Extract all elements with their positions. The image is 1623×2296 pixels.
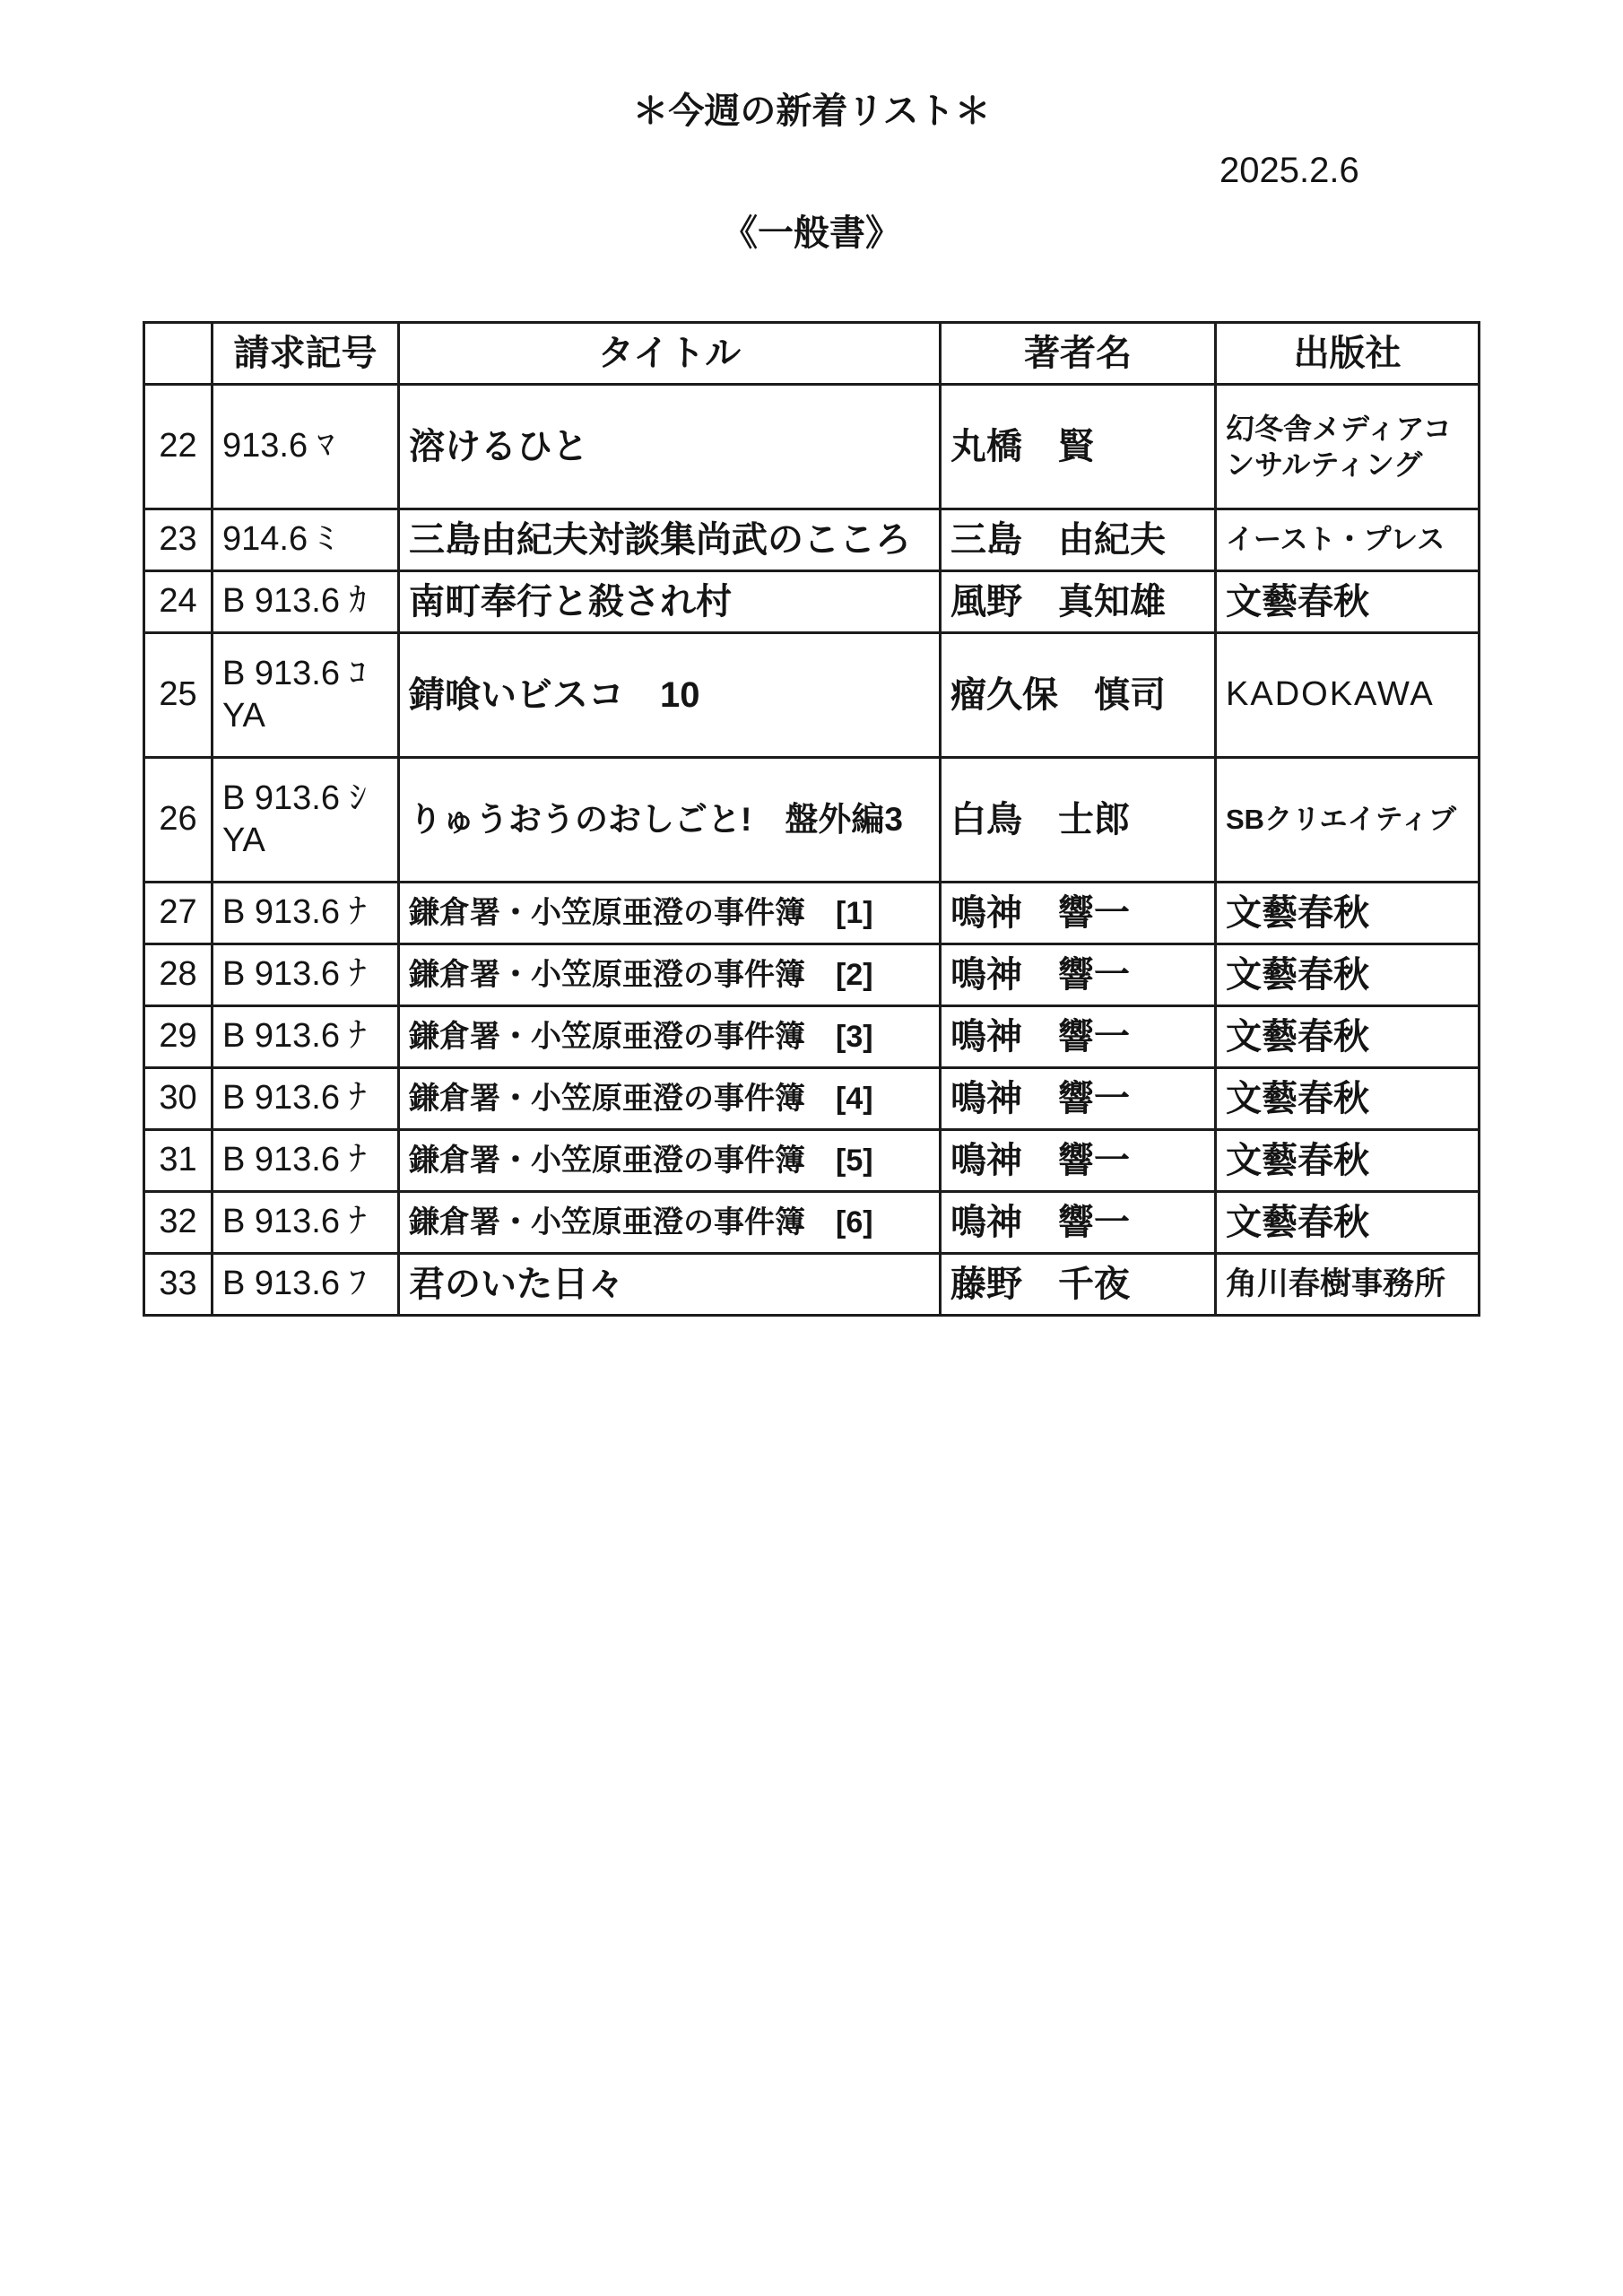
book-title: 鎌倉署・小笠原亜澄の事件簿 [3] (399, 1006, 941, 1068)
book-title: 鎌倉署・小笠原亜澄の事件簿 [6] (399, 1192, 941, 1254)
publisher-name: 幻冬舎メディアコンサルティング (1216, 385, 1480, 509)
call-number: B 913.6 ﾌ (213, 1254, 399, 1316)
call-number: B 913.6 ﾅ (213, 1130, 399, 1192)
publisher-name: SBクリエイティブ (1216, 758, 1480, 883)
book-title: 鎌倉署・小笠原亜澄の事件簿 [4] (399, 1068, 941, 1130)
author-name: 鳴神 響一 (941, 1130, 1216, 1192)
row-number: 30 (144, 1068, 213, 1130)
header-no (144, 323, 213, 385)
table-row (144, 944, 1480, 1006)
row-number: 25 (144, 633, 213, 758)
call-number: B 913.6 ｺ YA (213, 633, 399, 758)
call-number: B 913.6 ｼ YA (213, 758, 399, 883)
row-number: 24 (144, 571, 213, 633)
publisher-name: 文藝春秋 (1216, 1130, 1480, 1192)
call-number: B 913.6 ｶ (213, 571, 399, 633)
author-name: 白鳥 士郎 (941, 758, 1216, 883)
book-title: 君のいた日々 (399, 1254, 941, 1316)
book-title: 溶けるひと (399, 385, 941, 509)
publisher-name: 文藝春秋 (1216, 883, 1480, 944)
table-row (144, 883, 1480, 944)
book-title: 鎌倉署・小笠原亜澄の事件簿 [5] (399, 1130, 941, 1192)
row-number: 23 (144, 509, 213, 571)
list-date: 2025.2.6 (1219, 151, 1359, 190)
table-row (144, 509, 1480, 571)
row-number: 31 (144, 1130, 213, 1192)
call-number: B 913.6 ﾅ (213, 1068, 399, 1130)
table-row (144, 571, 1480, 633)
author-name: 鳴神 響一 (941, 1192, 1216, 1254)
row-number: 22 (144, 385, 213, 509)
publisher-name: 文藝春秋 (1216, 571, 1480, 633)
call-number: B 913.6 ﾅ (213, 944, 399, 1006)
header-call-number: 請求記号 (213, 323, 399, 385)
table-row (144, 1254, 1480, 1316)
publisher-name: 角川春樹事務所 (1216, 1254, 1480, 1316)
row-number: 26 (144, 758, 213, 883)
call-number: B 913.6 ﾅ (213, 883, 399, 944)
table-row (144, 385, 1480, 509)
header-author: 著者名 (941, 323, 1216, 385)
table-row (144, 1130, 1480, 1192)
publisher-name: 文藝春秋 (1216, 1192, 1480, 1254)
author-name: 鳴神 響一 (941, 944, 1216, 1006)
table-row (144, 1192, 1480, 1254)
page-title: ＊今週の新着リスト＊ (632, 91, 991, 131)
publisher-name: イースト・プレス (1216, 509, 1480, 571)
book-title: 鎌倉署・小笠原亜澄の事件簿 [2] (399, 944, 941, 1006)
table-row (144, 1068, 1480, 1130)
call-number: B 913.6 ﾅ (213, 1192, 399, 1254)
book-title: 鎌倉署・小笠原亜澄の事件簿 [1] (399, 883, 941, 944)
author-name: 鳴神 響一 (941, 883, 1216, 944)
author-name: 鳴神 響一 (941, 1006, 1216, 1068)
header-publisher: 出版社 (1216, 323, 1480, 385)
publisher-name: 文藝春秋 (1216, 944, 1480, 1006)
row-number: 33 (144, 1254, 213, 1316)
book-title: 錆喰いビスコ 10 (399, 633, 941, 758)
author-name: 風野 真知雄 (941, 571, 1216, 633)
publisher-name: KADOKAWA (1216, 633, 1480, 758)
call-number: 914.6 ﾐ (213, 509, 399, 571)
row-number: 27 (144, 883, 213, 944)
call-number: 913.6 ﾏ (213, 385, 399, 509)
author-name: 丸橋 賢 (941, 385, 1216, 509)
section-heading: 《一般書》 (722, 213, 901, 253)
author-name: 瘤久保 慎司 (941, 633, 1216, 758)
book-title: りゅうおうのおしごと! 盤外編3 (399, 758, 941, 883)
table-row (144, 758, 1480, 883)
publisher-name: 文藝春秋 (1216, 1006, 1480, 1068)
table-row (144, 633, 1480, 758)
book-title: 南町奉行と殺され村 (399, 571, 941, 633)
publisher-name: 文藝春秋 (1216, 1068, 1480, 1130)
row-number: 29 (144, 1006, 213, 1068)
book-title: 三島由紀夫対談集尚武のこころ (399, 509, 941, 571)
header-title: タイトル (399, 323, 941, 385)
author-name: 藤野 千夜 (941, 1254, 1216, 1316)
new-arrivals-table (143, 321, 1480, 1317)
table-row (144, 1006, 1480, 1068)
row-number: 28 (144, 944, 213, 1006)
author-name: 鳴神 響一 (941, 1068, 1216, 1130)
call-number: B 913.6 ﾅ (213, 1006, 399, 1068)
author-name: 三島 由紀夫 (941, 509, 1216, 571)
row-number: 32 (144, 1192, 213, 1254)
table-header-row (144, 323, 1480, 385)
